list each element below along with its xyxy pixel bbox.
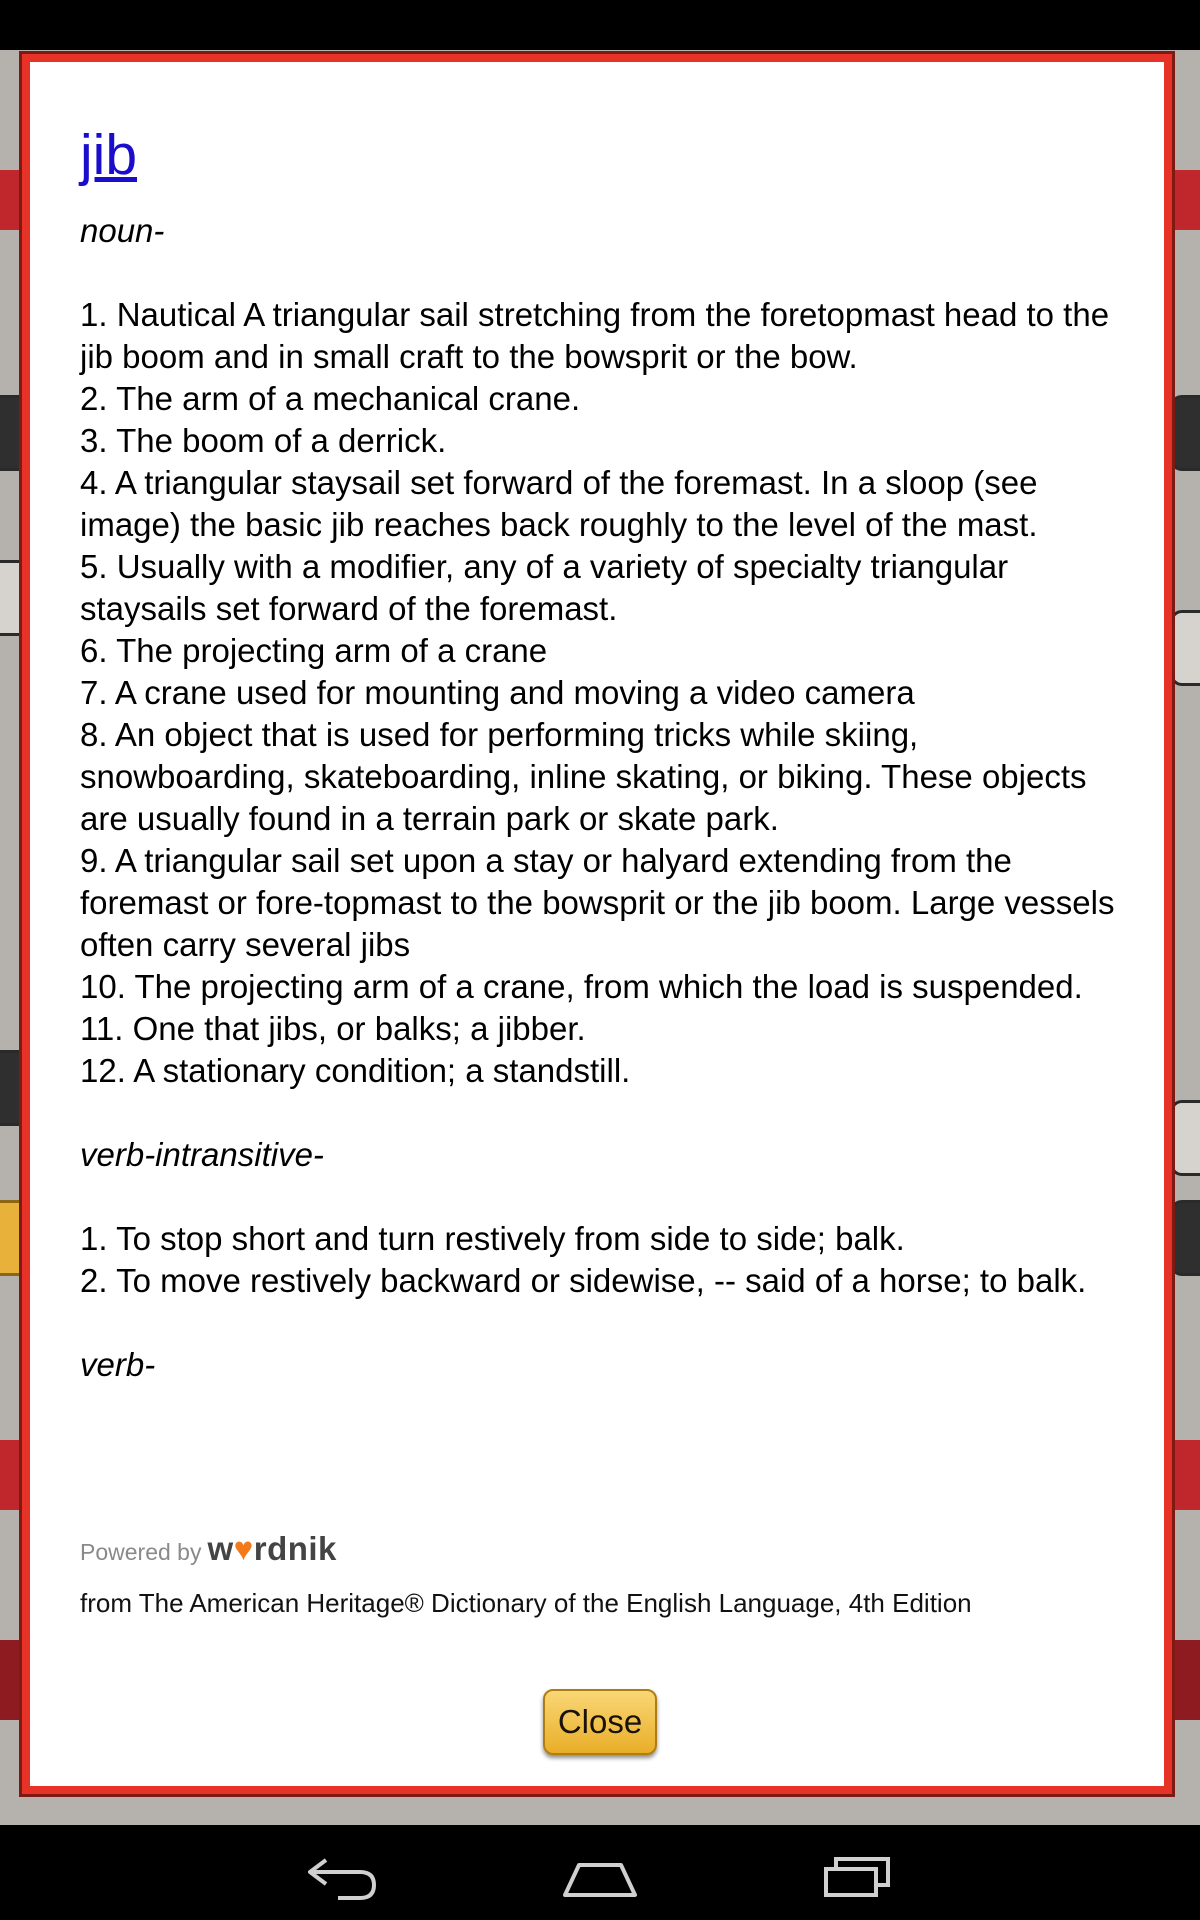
wordnik-logo	[207, 1530, 336, 1568]
wordnik-logo-rest: rdnik	[253, 1530, 337, 1567]
background-tile	[1170, 1200, 1200, 1276]
definition-item: 1. To stop short and turn restively from side to side; balk.	[80, 1220, 905, 1257]
heart-icon: ♥	[233, 1530, 254, 1567]
recent-apps-icon[interactable]	[812, 1845, 902, 1905]
background-tile	[1170, 395, 1200, 471]
definition-item: 5. Usually with a modifier, any of a variety of specialty triangular staysails set forward of the foremast.	[80, 548, 1009, 627]
background-tile	[1170, 1100, 1200, 1176]
definition-item: 3. The boom of a derrick.	[80, 422, 447, 459]
definition-item: 2. The arm of a mechanical crane.	[80, 380, 581, 417]
word-link[interactable]: jib	[80, 123, 138, 187]
background-tile	[1170, 610, 1200, 686]
part-of-speech-label: noun-	[80, 212, 165, 249]
source-citation: from The American Heritage® Dictionary of the English Language, 4th Edition	[80, 1588, 972, 1618]
powered-by-label: Powered by	[80, 1539, 202, 1565]
definition-list	[80, 1218, 1140, 1302]
definition-sections	[80, 210, 1140, 1386]
definition-item: 1. Nautical A triangular sail stretching from the foretopmast head to the jib boom and in small craft to the bowsprit or the bow.	[80, 296, 1110, 375]
definition-item: 7. A crane used for mounting and moving a video camera	[80, 674, 915, 711]
close-button[interactable]: Close	[543, 1689, 657, 1755]
definition-item: 10. The projecting arm of a crane, from which the load is suspended.	[80, 968, 1083, 1005]
definition-item: 11. One that jibs, or balks; a jibber.	[80, 1010, 586, 1047]
definition-item: 9. A triangular sail set upon a stay or halyard extending from the foremast or fore-topmast to the bowsprit or the jib boom. Large vessels often carry several jibs	[80, 842, 1115, 963]
definition-item: 2. To move restively backward or sidewise, -- said of a horse; to balk.	[80, 1262, 1087, 1299]
part-of-speech-label: verb-	[80, 1346, 156, 1383]
part-of-speech-label: verb-intransitive-	[80, 1136, 324, 1173]
dialog-footer	[80, 1530, 1140, 1620]
definition-list	[80, 294, 1140, 1092]
back-icon[interactable]	[298, 1845, 388, 1905]
wordnik-attribution[interactable]	[80, 1530, 1140, 1574]
definition-content	[80, 122, 1140, 1386]
definition-item: 4. A triangular staysail set forward of the foremast. In a sloop (see image) the basic jib reaches back roughly to the level of the mast.	[80, 464, 1038, 543]
home-icon[interactable]	[555, 1845, 645, 1905]
wordnik-logo-w: w	[207, 1530, 234, 1567]
definition-item: 8. An object that is used for performing tricks while skiing, snowboarding, skateboarding, inline skating, or biking. These objects are usually found in a terrain park or skate park.	[80, 716, 1087, 837]
definition-item: 6. The projecting arm of a crane	[80, 632, 548, 669]
definition-item: 12. A stationary condition; a standstill.	[80, 1052, 631, 1089]
